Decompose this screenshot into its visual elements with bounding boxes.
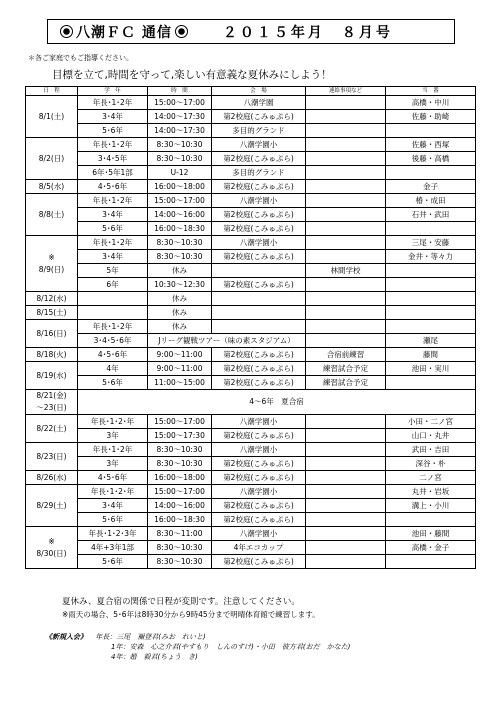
table-row [26, 166, 476, 180]
time-cell: 14:00～16:00 [148, 499, 212, 513]
grade-cell: 年長･1･2･3年 [78, 527, 148, 541]
date-cell: 8/26(水) [26, 471, 78, 485]
grade-cell: 3･4年 [78, 208, 148, 222]
date-cell: ※ 8/9(日) [26, 236, 78, 292]
venue-cell [212, 264, 306, 278]
venue-cell: 八潮学園小 [212, 527, 306, 541]
table-row [26, 138, 476, 152]
venue-cell: 第2校庭(こみゅぷら) [212, 555, 306, 569]
duty-cell: 池田・実川 [386, 362, 476, 376]
time-cell: 16:00～18:00 [148, 471, 212, 485]
time-cell: 8:30～10:30 [148, 138, 212, 152]
col-header: 当 番 [386, 87, 476, 96]
time-cell: 9:00～11:00 [148, 362, 212, 376]
col-header: 会 場 [212, 87, 306, 96]
time-cell: 14:00～16:00 [148, 208, 212, 222]
notes-cell [306, 138, 386, 152]
grade-cell: 年長･1･2･年 [78, 415, 148, 429]
new-members [45, 632, 350, 662]
venue-cell: 第2校庭(こみゅぷら) [212, 278, 306, 292]
time-cell: U-12 [148, 166, 212, 180]
duty-cell: 丸井・岩坂 [386, 485, 476, 499]
notes-cell [306, 443, 386, 457]
camp-cell: 4～6年 夏合宿 [78, 390, 476, 415]
time-cell: 8:30～10:30 [148, 236, 212, 250]
notes-cell [306, 166, 386, 180]
date-cell: 8/22(土) [26, 415, 78, 443]
time-cell: 8:30～10:30 [148, 555, 212, 569]
notes-cell [306, 278, 386, 292]
grade-cell: 5･6年 [78, 555, 148, 569]
table-row [26, 152, 476, 166]
venue-cell: 第2校庭(こみゅぷら) [212, 471, 306, 485]
date-cell: 8/8(土) [26, 194, 78, 236]
venue-cell: 4年エコカップ [212, 541, 306, 555]
grade-cell: 4年 [78, 362, 148, 376]
soccer-ball-icon [175, 25, 188, 38]
date-cell: 8/12(水) [26, 292, 78, 306]
notes-cell [306, 429, 386, 443]
venue-cell: 第2校庭(こみゅぷら) [212, 222, 306, 236]
duty-cell [386, 124, 476, 138]
time-cell: 15:00～17:00 [148, 194, 212, 208]
duty-cell: 瀬尾 [386, 334, 476, 348]
time-cell: 11:00～15:00 [148, 376, 212, 390]
duty-cell [386, 264, 476, 278]
grade-cell: 年長･1･2年 [78, 320, 148, 334]
time-cell: 15:00～17:00 [148, 96, 212, 110]
duty-cell [386, 306, 476, 320]
footer-note: 夏休み、夏合宿の関係で日程が変則です。注意してください。 [62, 597, 300, 607]
table-row [26, 124, 476, 138]
notes-cell [306, 320, 386, 334]
grade-cell: 4･5･6年 [78, 180, 148, 194]
newsletter-title: 八潮ＦＣ 通信 [76, 24, 172, 41]
venue-cell [212, 306, 306, 320]
grade-cell: 3･4･5年 [78, 152, 148, 166]
venue-cell: 多目的グランド [212, 124, 306, 138]
time-cell: 14:00～17:30 [148, 124, 212, 138]
date-cell: 8/21(金) ～23(日) [26, 390, 78, 415]
table-row [26, 376, 476, 390]
venue-cell: 第2校庭(こみゅぷら) [212, 348, 306, 362]
duty-cell [386, 222, 476, 236]
notes-cell [306, 513, 386, 527]
grade-cell: 6年 [78, 278, 148, 292]
notes-cell: 合宿前練習 [306, 348, 386, 362]
grade-cell: 5年 [78, 264, 148, 278]
notes-cell: 練習試合予定 [306, 362, 386, 376]
time-cell: 8:30～10:30 [148, 457, 212, 471]
duty-cell: 池田・藤間 [386, 527, 476, 541]
date-cell: 8/15(土) [26, 306, 78, 320]
venue-cell: 第2校庭(こみゅぷら) [212, 376, 306, 390]
table-row [26, 485, 476, 499]
table-row [26, 110, 476, 124]
time-cell: 休み [148, 292, 212, 306]
venue-cell: 第2校庭(こみゅぷら) [212, 152, 306, 166]
grade-cell: 年長･1･2年 [78, 443, 148, 457]
table-row [26, 96, 476, 110]
grade-cell: 4年+3年1部 [78, 541, 148, 555]
date-cell: 8/29(土) [26, 485, 78, 527]
table-row [26, 499, 476, 513]
notes-cell [306, 236, 386, 250]
table-row [26, 320, 476, 334]
duty-cell [386, 292, 476, 306]
notes-cell [306, 527, 386, 541]
duty-cell: 佐藤・西塚 [386, 138, 476, 152]
schedule-table [25, 86, 476, 569]
time-cell: 15:00～17:00 [148, 415, 212, 429]
venue-cell: 第2校庭(こみゅぷら) [212, 180, 306, 194]
date-cell: 8/2(日) [26, 138, 78, 180]
notes-cell [306, 152, 386, 166]
time-cell: 15:00～17:30 [148, 429, 212, 443]
venue-cell: 八潮学園小 [212, 485, 306, 499]
new-member-line: 4年：趙 毅君(ちょう き) [111, 653, 198, 661]
date-cell: 8/18(火) [26, 348, 78, 362]
grade-cell: 3･4年 [78, 499, 148, 513]
duty-cell: 佐藤・助崎 [386, 110, 476, 124]
table-row [26, 278, 476, 292]
soccer-ball-icon [60, 25, 73, 38]
notes-cell [306, 541, 386, 555]
notes-cell [306, 499, 386, 513]
duty-cell: 金子 [386, 180, 476, 194]
table-row [26, 541, 476, 555]
new-member-line: 1年：安森 心之介君(やすもり しんのすけ)・小田 彼方君(おだ かなた) [111, 643, 351, 651]
table-row [26, 362, 476, 376]
duty-cell: 金井・等々力 [386, 250, 476, 264]
grade-cell: 年長･1･2年 [78, 138, 148, 152]
date-cell: 8/23(日) [26, 443, 78, 471]
table-row [26, 471, 476, 485]
table-row [26, 555, 476, 569]
grade-cell: 3･4年 [78, 110, 148, 124]
venue-cell: 八潮学園小 [212, 138, 306, 152]
date-cell: 8/1(土) [26, 96, 78, 138]
grade-cell [78, 306, 148, 320]
venue-cell: 八潮学園小 [212, 194, 306, 208]
goal-statement: 目標を立て,時間を守って,楽しい有意義な夏休みにしよう！ [52, 69, 332, 81]
new-member-line: 年長：三尾 禰登君(みお れいと) [95, 633, 206, 641]
notes-cell [306, 457, 386, 471]
venue-cell: 八潮学園小 [212, 443, 306, 457]
grade-cell: 6年･5年1部 [78, 166, 148, 180]
venue-cell: 第2校庭(こみゅぷら) [212, 250, 306, 264]
duty-cell [386, 278, 476, 292]
duty-cell: 三尾・安藤 [386, 236, 476, 250]
notes-cell [306, 110, 386, 124]
table-row [26, 236, 476, 250]
duty-cell [386, 376, 476, 390]
notes-cell [306, 415, 386, 429]
grade-cell: 5･6年 [78, 222, 148, 236]
time-cell: 8:30～10:30 [148, 152, 212, 166]
duty-cell: 後藤・高橋 [386, 152, 476, 166]
notes-cell [306, 471, 386, 485]
venue-cell: 第2校庭(こみゅぷら) [212, 429, 306, 443]
duty-cell: 二ノ宮 [386, 471, 476, 485]
notes-cell [306, 222, 386, 236]
duty-cell [386, 320, 476, 334]
time-cell: 16:00～18:30 [148, 222, 212, 236]
notes-cell [306, 292, 386, 306]
table-row [26, 513, 476, 527]
grade-cell: 5･6年 [78, 513, 148, 527]
time-cell: 休み [148, 264, 212, 278]
venue-cell: 第2校庭(こみゅぷら) [212, 513, 306, 527]
grade-cell: 4･5･6年 [78, 348, 148, 362]
venue-cell: 第2校庭(こみゅぷら) [212, 362, 306, 376]
notes-cell [306, 306, 386, 320]
notes-cell [306, 334, 386, 348]
issue-date: ２０１５年月 ８月号 [222, 24, 393, 41]
guidance-note: ＊各ご家庭でもご指導ください。 [28, 54, 133, 62]
grade-cell: 3･4年 [78, 250, 148, 264]
title-banner [47, 19, 455, 44]
duty-cell: 高橋・中川 [386, 96, 476, 110]
date-cell: 8/19(水) [26, 362, 78, 390]
table-row [26, 334, 476, 348]
time-cell: 8:30～10:30 [148, 541, 212, 555]
event-cell: Jリーグ観戦ツアー（味の素スタジアム） [148, 334, 306, 348]
table-row [26, 180, 476, 194]
notes-cell [306, 555, 386, 569]
venue-cell: 多目的グランド [212, 166, 306, 180]
table-row [26, 415, 476, 429]
notes-cell: 練習試合予定 [306, 376, 386, 390]
duty-cell: 藤間 [386, 348, 476, 362]
duty-cell: 武田・吉田 [386, 443, 476, 457]
grade-cell: 4･5･6年 [78, 471, 148, 485]
venue-cell: 第2校庭(こみゅぷら) [212, 208, 306, 222]
venue-cell: 八潮学園小 [212, 236, 306, 250]
col-header: 時 間 [148, 87, 212, 96]
duty-cell: 石井・武田 [386, 208, 476, 222]
grade-cell: 5･6年 [78, 124, 148, 138]
notes-cell [306, 180, 386, 194]
venue-cell [212, 320, 306, 334]
venue-cell [212, 292, 306, 306]
notes-cell [306, 250, 386, 264]
grade-cell: 3年 [78, 429, 148, 443]
grade-cell [78, 292, 148, 306]
col-header: 連絡事項など [306, 87, 386, 96]
table-row [26, 306, 476, 320]
table-row [26, 429, 476, 443]
grade-cell: 年長･1･2年 [78, 236, 148, 250]
time-cell: 15:00～17:00 [148, 485, 212, 499]
duty-cell: 椿・成田 [386, 194, 476, 208]
duty-cell [386, 555, 476, 569]
table-row [26, 457, 476, 471]
time-cell: 14:00～17:30 [148, 110, 212, 124]
table-row [26, 264, 476, 278]
time-cell: 8:30～11:00 [148, 527, 212, 541]
notes-cell [306, 124, 386, 138]
venue-cell: 八潮学園小 [212, 415, 306, 429]
grade-cell: 年長･1･2年 [78, 96, 148, 110]
venue-cell: 第2校庭(こみゅぷら) [212, 457, 306, 471]
table-row [26, 390, 476, 415]
grade-cell: 3･4･5･6年 [78, 334, 148, 348]
time-cell: 9:00～11:00 [148, 348, 212, 362]
notes-cell [306, 208, 386, 222]
grade-cell: 年長･1･2年 [78, 194, 148, 208]
time-cell: 16:00～18:00 [148, 180, 212, 194]
table-row [26, 250, 476, 264]
duty-cell [386, 166, 476, 180]
grade-cell: 3年 [78, 457, 148, 471]
notes-cell [306, 194, 386, 208]
date-cell: 8/5(水) [26, 180, 78, 194]
table-row [26, 348, 476, 362]
time-cell: 8:30～10:30 [148, 250, 212, 264]
notes-cell [306, 96, 386, 110]
notes-cell [306, 485, 386, 499]
time-cell: 16:00～18:30 [148, 513, 212, 527]
table-header-row [26, 87, 476, 96]
table-row [26, 194, 476, 208]
table-row [26, 527, 476, 541]
date-cell: 8/16(日) [26, 320, 78, 348]
time-cell: 10:30～12:30 [148, 278, 212, 292]
grade-cell: 5･6年 [78, 376, 148, 390]
duty-cell: 小田・二ノ宮 [386, 415, 476, 429]
new-members-label: 《新規入会》 [45, 633, 87, 641]
col-header: 学 年 [78, 87, 148, 96]
rain-note: ※雨天の場合、5･6年は8時30分から9時45分まで明晴体育館で練習します。 [62, 610, 320, 619]
time-cell: 休み [148, 306, 212, 320]
duty-cell: 深谷・朴 [386, 457, 476, 471]
table-row [26, 443, 476, 457]
duty-cell: 高橋・金子 [386, 541, 476, 555]
venue-cell: 第2校庭(こみゅぷら) [212, 110, 306, 124]
venue-cell: 第2校庭(こみゅぷら) [212, 499, 306, 513]
table-row [26, 222, 476, 236]
grade-cell: 年長･1･2･年 [78, 485, 148, 499]
col-header: 日 程 [26, 87, 78, 96]
duty-cell: 山口・丸井 [386, 429, 476, 443]
venue-cell: 八潮学園 [212, 96, 306, 110]
notes-cell: 林間学校 [306, 264, 386, 278]
time-cell: 休み [148, 320, 212, 334]
duty-cell [386, 513, 476, 527]
table-row [26, 292, 476, 306]
table-row [26, 208, 476, 222]
schedule-body [26, 96, 476, 569]
date-cell: ※ 8/30(日) [26, 527, 78, 569]
duty-cell: 溝上・小川 [386, 499, 476, 513]
time-cell: 8:30～10:30 [148, 443, 212, 457]
